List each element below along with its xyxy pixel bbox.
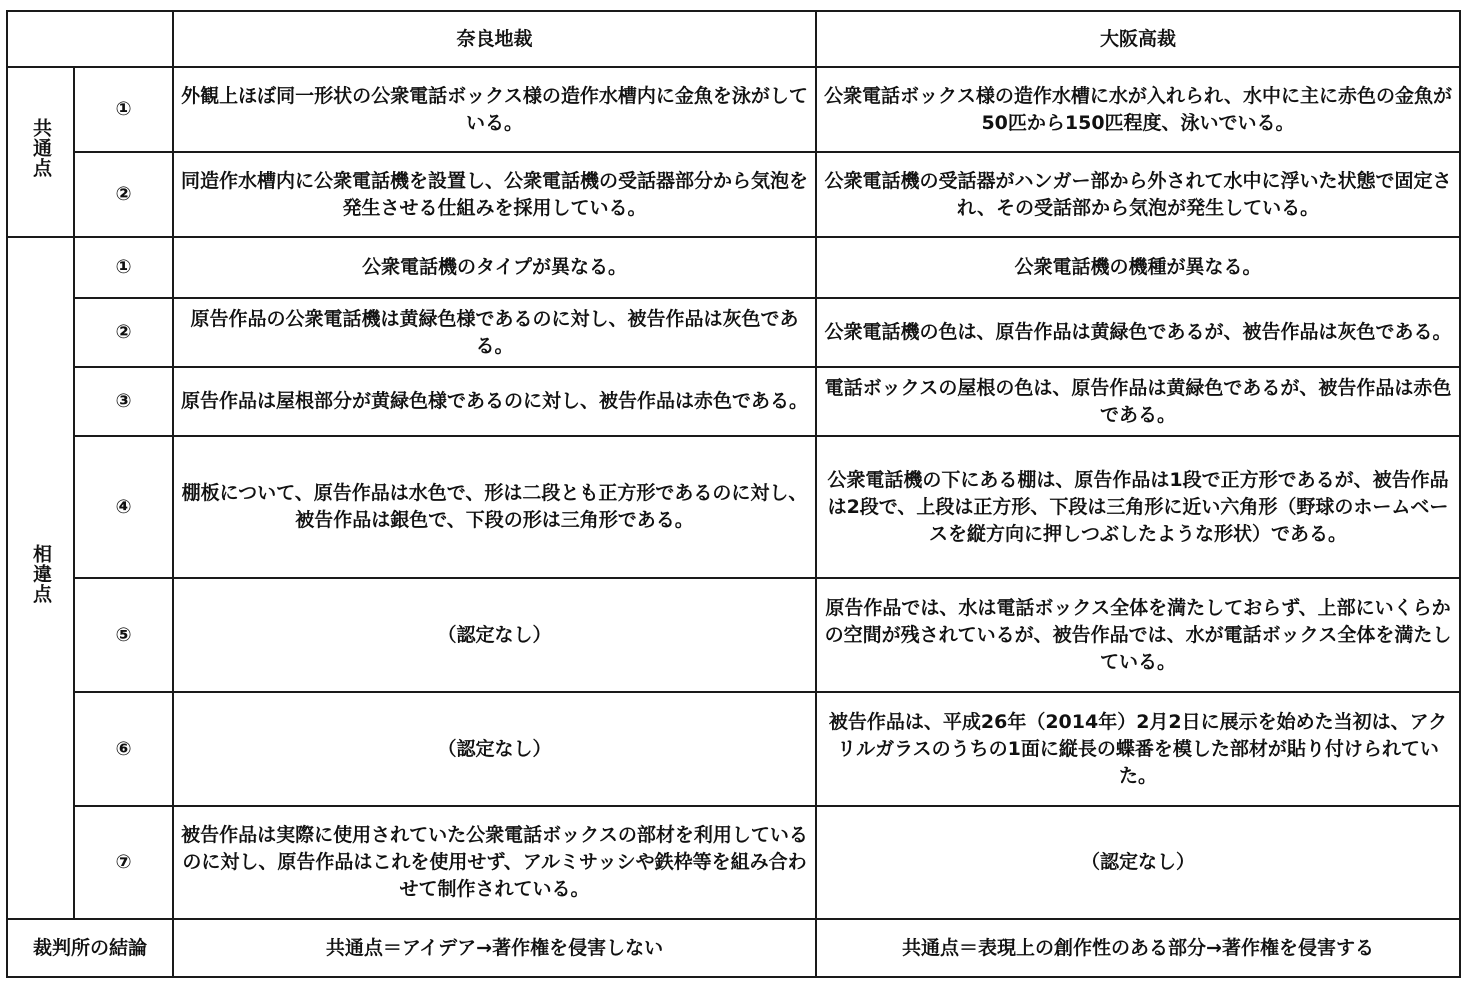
comparison-table	[6, 10, 1461, 978]
nara-cell: 被告作品は実際に使用されていた公衆電話ボックスの部材を利用しているのに対し、原告作品はこれを使用せず、アルミサッシや鉄枠等を組み合わせて制作されている。	[173, 806, 816, 919]
osaka-cell: 公衆電話機の下にある棚は、原告作品は1段で正方形であるが、被告作品は2段で、上段は正方形、下段は三角形に近い六角形（野球のホームベースを縦方向に押しつぶしたような形状）である。	[816, 436, 1460, 578]
header-osaka: 大阪高裁	[816, 11, 1460, 67]
osaka-cell: 被告作品は、平成26年（2014年）2月2日に展示を始めた当初は、アクリルガラスのうちの1面に縦長の蝶番を模した部材が貼り付けられていた。	[816, 692, 1460, 806]
diff-row-7	[7, 806, 1460, 919]
common-row-2	[7, 152, 1460, 237]
osaka-cell: 電話ボックスの屋根の色は、原告作品は黄緑色であるが、被告作品は赤色である。	[816, 367, 1460, 436]
common-label-cell	[7, 67, 74, 237]
nara-cell: 棚板について、原告作品は水色で、形は二段とも正方形であるのに対し、被告作品は銀色で、下段の形は三角形である。	[173, 436, 816, 578]
diff-row-6	[7, 692, 1460, 806]
common-label: 共通点	[30, 118, 52, 178]
nara-cell: 外観上ほぼ同一形状の公衆電話ボックス様の造作水槽内に金魚を泳がしている。	[173, 67, 816, 152]
row-number: ①	[74, 237, 173, 298]
common-row-1	[7, 67, 1460, 152]
row-number: ②	[74, 152, 173, 237]
row-number: ⑥	[74, 692, 173, 806]
row-number: ④	[74, 436, 173, 578]
conclusion-label: 裁判所の結論	[7, 919, 173, 977]
diff-row-3	[7, 367, 1460, 436]
row-number: ①	[74, 67, 173, 152]
nara-cell: 公衆電話機のタイプが異なる。	[173, 237, 816, 298]
nara-cell: （認定なし）	[173, 578, 816, 692]
diff-label-cell	[7, 237, 74, 919]
osaka-cell: 公衆電話機の受話器がハンガー部から外されて水中に浮いた状態で固定され、その受話部から気泡が発生している。	[816, 152, 1460, 237]
nara-cell: （認定なし）	[173, 692, 816, 806]
header-blank-cell	[7, 11, 173, 67]
header-nara: 奈良地裁	[173, 11, 816, 67]
osaka-cell: 公衆電話機の色は、原告作品は黄緑色であるが、被告作品は灰色である。	[816, 298, 1460, 367]
osaka-cell: 公衆電話ボックス様の造作水槽に水が入れられ、水中に主に赤色の金魚が50匹から150匹程度、泳いでいる。	[816, 67, 1460, 152]
nara-cell: 同造作水槽内に公衆電話機を設置し、公衆電話機の受話器部分から気泡を発生させる仕組みを採用している。	[173, 152, 816, 237]
diff-row-2	[7, 298, 1460, 367]
row-number: ③	[74, 367, 173, 436]
conclusion-nara: 共通点＝アイデア→著作権を侵害しない	[173, 919, 816, 977]
row-number: ②	[74, 298, 173, 367]
diff-row-5	[7, 578, 1460, 692]
osaka-cell: （認定なし）	[816, 806, 1460, 919]
header-row	[7, 11, 1460, 67]
row-number: ⑤	[74, 578, 173, 692]
diff-label: 相違点	[30, 544, 52, 604]
nara-cell: 原告作品は屋根部分が黄緑色様であるのに対し、被告作品は赤色である。	[173, 367, 816, 436]
osaka-cell: 原告作品では、水は電話ボックス全体を満たしておらず、上部にいくらかの空間が残されているが、被告作品では、水が電話ボックス全体を満たしている。	[816, 578, 1460, 692]
diff-row-4	[7, 436, 1460, 578]
diff-row-1	[7, 237, 1460, 298]
conclusion-osaka: 共通点＝表現上の創作性のある部分→著作権を侵害する	[816, 919, 1460, 977]
row-number: ⑦	[74, 806, 173, 919]
conclusion-row	[7, 919, 1460, 977]
nara-cell: 原告作品の公衆電話機は黄緑色様であるのに対し、被告作品は灰色である。	[173, 298, 816, 367]
osaka-cell: 公衆電話機の機種が異なる。	[816, 237, 1460, 298]
